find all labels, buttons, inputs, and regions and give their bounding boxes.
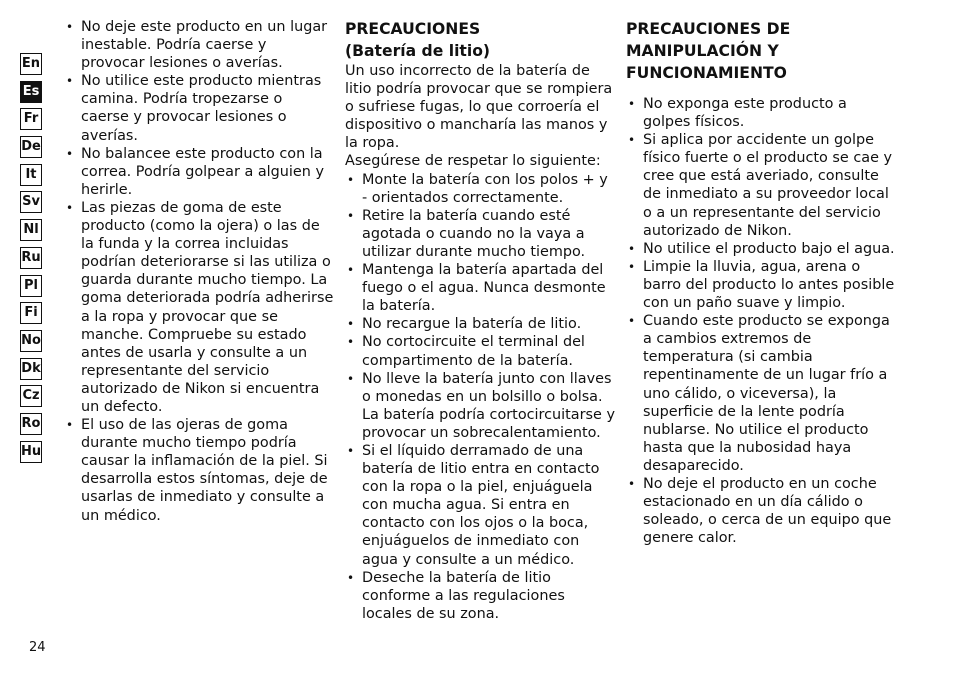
list-item: • No lleve la batería junto con llaves o monedas en un bolsillo o bolsa. La batería podría cortocircuitarse y provocar un sobrecalentamiento. — [345, 370, 617, 442]
language-tab-en[interactable]: En — [20, 53, 42, 75]
section-heading — [345, 18, 617, 62]
heading-line: PRECAUCIONES DE — [626, 20, 791, 38]
page-number: 24 — [29, 640, 46, 655]
list-item: • Monte la batería con los polos + y - orientados correctamente. — [345, 171, 617, 207]
language-tab-fr[interactable]: Fr — [20, 108, 42, 130]
heading-line: MANIPULACIÓN Y — [626, 42, 779, 60]
language-tabs — [20, 53, 44, 468]
language-tab-fi[interactable]: Fi — [20, 302, 42, 324]
list-item: • No utilice este producto mientras camina. Podría tropezarse o caerse y provocar lesiones o averías. — [64, 72, 334, 144]
list-item: • No deje este producto en un lugar inestable. Podría caerse y provocar lesiones o averías. — [64, 18, 334, 72]
handling-list — [626, 95, 898, 547]
heading-line: FUNCIONAMIENTO — [626, 64, 787, 82]
list-item: • No deje el producto en un coche estacionado en un día cálido o soleado, o cerca de un equipo que genere calor. — [626, 475, 898, 547]
precautions-list — [64, 18, 334, 525]
list-item: • Si el líquido derramado de una batería de litio entra en contacto con la ropa o la piel, enjuáguela con mucha agua. Si entra en contacto con los ojos o la boca, enjuáguelos de inmediato con agua y consulte a un médico. — [345, 442, 617, 569]
intro-paragraph: Un uso incorrecto de la batería de litio podría provocar que se rompiera o sufriese fugas, lo que corroería el dispositivo o mancharía las manos y la ropa. — [345, 63, 613, 152]
list-item: • No recargue la batería de litio. — [345, 315, 617, 333]
language-tab-it[interactable]: It — [20, 164, 42, 186]
list-item: • No exponga este producto a golpes físicos. — [626, 95, 898, 131]
list-item: • No cortocircuite el terminal del compartimento de la batería. — [345, 333, 617, 369]
language-tab-hu[interactable]: Hu — [20, 441, 42, 463]
language-tab-no[interactable]: No — [20, 330, 42, 352]
language-tab-dk[interactable]: Dk — [20, 358, 42, 380]
list-item: • No utilice el producto bajo el agua. — [626, 240, 898, 258]
list-item: • Mantenga la batería apartada del fuego o el agua. Nunca desmonte la batería. — [345, 261, 617, 315]
column-general-precautions — [64, 18, 334, 525]
language-tab-de[interactable]: De — [20, 136, 42, 158]
list-item: • No balancee este producto con la correa. Podría golpear a alguien y herirle. — [64, 145, 334, 199]
lead-paragraph: Asegúrese de respetar lo siguiente: — [345, 153, 601, 170]
battery-list — [345, 171, 617, 623]
language-tab-nl[interactable]: Nl — [20, 219, 42, 241]
language-tab-ru[interactable]: Ru — [20, 247, 42, 269]
heading-line: PRECAUCIONES — [345, 20, 481, 38]
list-item: • Las piezas de goma de este producto (como la ojera) o las de la funda y la correa incluidas podrían deteriorarse si las utiliza o guarda durante mucho tiempo. La goma deteriorada podría adherirse a la ropa y provocar que se manche. Compruebe su estado antes de usarla y consulte a un representante del servicio autorizado de Nikon si encuentra un defecto. — [64, 199, 334, 416]
list-item: • Si aplica por accidente un golpe físico fuerte o el producto se cae y cree que está averiado, consulte de inmediato a su proveedor local o a un representante del servicio autorizado de Nikon. — [626, 131, 898, 240]
language-tab-cz[interactable]: Cz — [20, 385, 42, 407]
list-item: • El uso de las ojeras de goma durante mucho tiempo podría causar la inflamación de la piel. Si desarrolla estos síntomas, deje de usarlas de inmediato y consulte a un médico. — [64, 416, 334, 525]
section-heading — [626, 18, 898, 84]
list-item: • Limpie la lluvia, agua, arena o barro del producto lo antes posible con un paño suave y limpio. — [626, 258, 898, 312]
list-item: • Deseche la batería de litio conforme a las regulaciones locales de su zona. — [345, 569, 617, 623]
language-tab-pl[interactable]: Pl — [20, 275, 42, 297]
language-tab-es[interactable]: Es — [20, 81, 42, 103]
list-item: • Retire la batería cuando esté agotada o cuando no la vaya a utilizar durante mucho tiempo. — [345, 207, 617, 261]
language-tab-ro[interactable]: Ro — [20, 413, 42, 435]
column-battery-precautions — [345, 18, 617, 623]
column-handling-precautions — [626, 18, 898, 547]
heading-subtitle: (Batería de litio) — [345, 42, 491, 60]
language-tab-sv[interactable]: Sv — [20, 191, 42, 213]
list-item: • Cuando este producto se exponga a cambios extremos de temperatura (si cambia repentinamente de un lugar frío a uno cálido, o viceversa), la superficie de la lente podría nublarse. No utilice el producto hasta que la nubosidad haya desaparecido. — [626, 312, 898, 475]
